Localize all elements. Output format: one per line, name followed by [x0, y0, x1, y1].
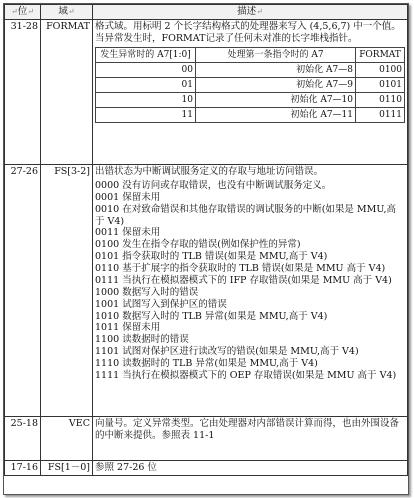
- fs-code-line: 0100 发生在指令存取的错误(例如保护性的异常): [95, 239, 301, 251]
- row-field: VEC: [41, 417, 93, 461]
- format-field-table: [4, 4, 408, 476]
- table-header-row: [5, 5, 408, 20]
- fs10-description: 参照 27-26 位: [95, 462, 157, 473]
- row-bit: 31-28: [5, 20, 41, 165]
- fs-code-line: 1100 读数据时的错误: [95, 334, 189, 346]
- document-frame: [3, 3, 409, 495]
- header-desc: 描述↵: [93, 5, 408, 20]
- fs-code-line: 1001 试图写入到保护区的错误: [95, 298, 227, 310]
- subtable-cell: 初始化 A7—8: [196, 62, 356, 77]
- subtable-row: [96, 77, 405, 92]
- subtable-cell: 0111: [356, 107, 405, 122]
- fs-intro: 出错状态为中断调试服务定义的存取与地址访问错误。: [95, 166, 324, 177]
- row-description: [93, 417, 408, 461]
- subtable-row: [96, 92, 405, 107]
- fs-code-line: 1010 数据写入时的 TLB 异常(如果是 MMU,高于 V4): [95, 310, 328, 322]
- fs-code-line: 0001 保留未用: [95, 191, 161, 203]
- fs-code-line: 1011 保留未用: [95, 322, 161, 334]
- header-desc-label: 描述: [237, 6, 257, 17]
- subtable-cell: 10: [96, 92, 196, 107]
- fs-code-line: 0111 当执行在模拟器模式下的 IFP 存取错误(如果是 MMU 高于 V4): [95, 274, 392, 286]
- fs-code-line: 1101 试图对保护区进行读改写的错误(如果是 MMU,高于 V4): [95, 346, 359, 358]
- vec-description: 向量号。定义异常类型。它由处理器对内部错误计算而得，也由外围设备的中断来提供。参照表 11-1: [95, 418, 400, 441]
- subtable-cell: 0100: [356, 62, 405, 77]
- header-field: 域↵: [41, 5, 93, 20]
- fs-code-line: 1111 当执行在模拟器模式下的 OEP 存取错误(如果是 MMU 高于 V4): [95, 369, 397, 381]
- header-bit: ↵位↵: [5, 5, 41, 20]
- subtable-cell: 0101: [356, 77, 405, 92]
- table-row: [5, 165, 408, 417]
- table-row: [5, 20, 408, 165]
- fs-code-line: 0101 指令获取时的 TLB 错误(如果是 MMU,高于 V4): [95, 251, 328, 263]
- header-field-label: 域: [58, 6, 68, 17]
- subtable-cell: 00: [96, 62, 196, 77]
- subtable-cell: 初始化 A7—11: [196, 107, 356, 122]
- subtable-cell: 11: [96, 107, 196, 122]
- subtable-header-row: [96, 47, 405, 62]
- subtable-header: 发生异常时的 A7[1:0]: [96, 47, 196, 62]
- row-description: [93, 461, 408, 476]
- row-bit: 17-16: [5, 461, 41, 476]
- row-description: [93, 20, 408, 165]
- subtable-header: FORMAT: [356, 47, 405, 62]
- a7-format-subtable: [95, 47, 405, 123]
- row-bit: 27-26: [5, 165, 41, 417]
- fs-code-line: 0011 保留未用: [95, 227, 161, 239]
- format-intro: 格式域。用标明 2 个长字结构格式的处理器来写入 (4,5,6,7) 中一个值。当异常发生时，FORMAT记录了任何未对准的长字堆栈指针。: [95, 21, 401, 44]
- subtable-header: 处理第一条指令时的 A7: [196, 47, 356, 62]
- fs-code-line: 1110 读数据时的 TLB 异常(如果是 MMU,高于 V4): [95, 358, 318, 369]
- table-row: [5, 417, 408, 461]
- fs-code-line: 0000 没有访问或存取错误，也没有中断调试服务定义。: [95, 179, 332, 191]
- header-bit-label: 位: [17, 6, 28, 17]
- row-bit: 25-18: [5, 417, 41, 461]
- subtable-cell: 01: [96, 77, 196, 92]
- row-field: FS[3-2]: [41, 165, 93, 417]
- fs-code-line: 0010 在对致命错误和其他存取错误的调试服务的中断(如果是 MMU,高于 V4): [95, 203, 397, 227]
- table-row: [5, 461, 408, 476]
- row-field: FORMAT: [41, 20, 93, 165]
- row-field: FS[1－0]: [41, 461, 93, 476]
- subtable-cell: 初始化 A7—9: [196, 77, 356, 92]
- fs-code-line: 1000 数据写入时的错误: [95, 286, 199, 298]
- row-description: [93, 165, 408, 417]
- subtable-cell: 初始化 A7—10: [196, 92, 356, 107]
- subtable-cell: 0110: [356, 92, 405, 107]
- fs-code-line: 0110 基于扩展字的指令获取时的 TLB 错误(如果是 MMU 高于 V4): [95, 263, 386, 274]
- subtable-row: [96, 107, 405, 122]
- subtable-row: [96, 62, 405, 77]
